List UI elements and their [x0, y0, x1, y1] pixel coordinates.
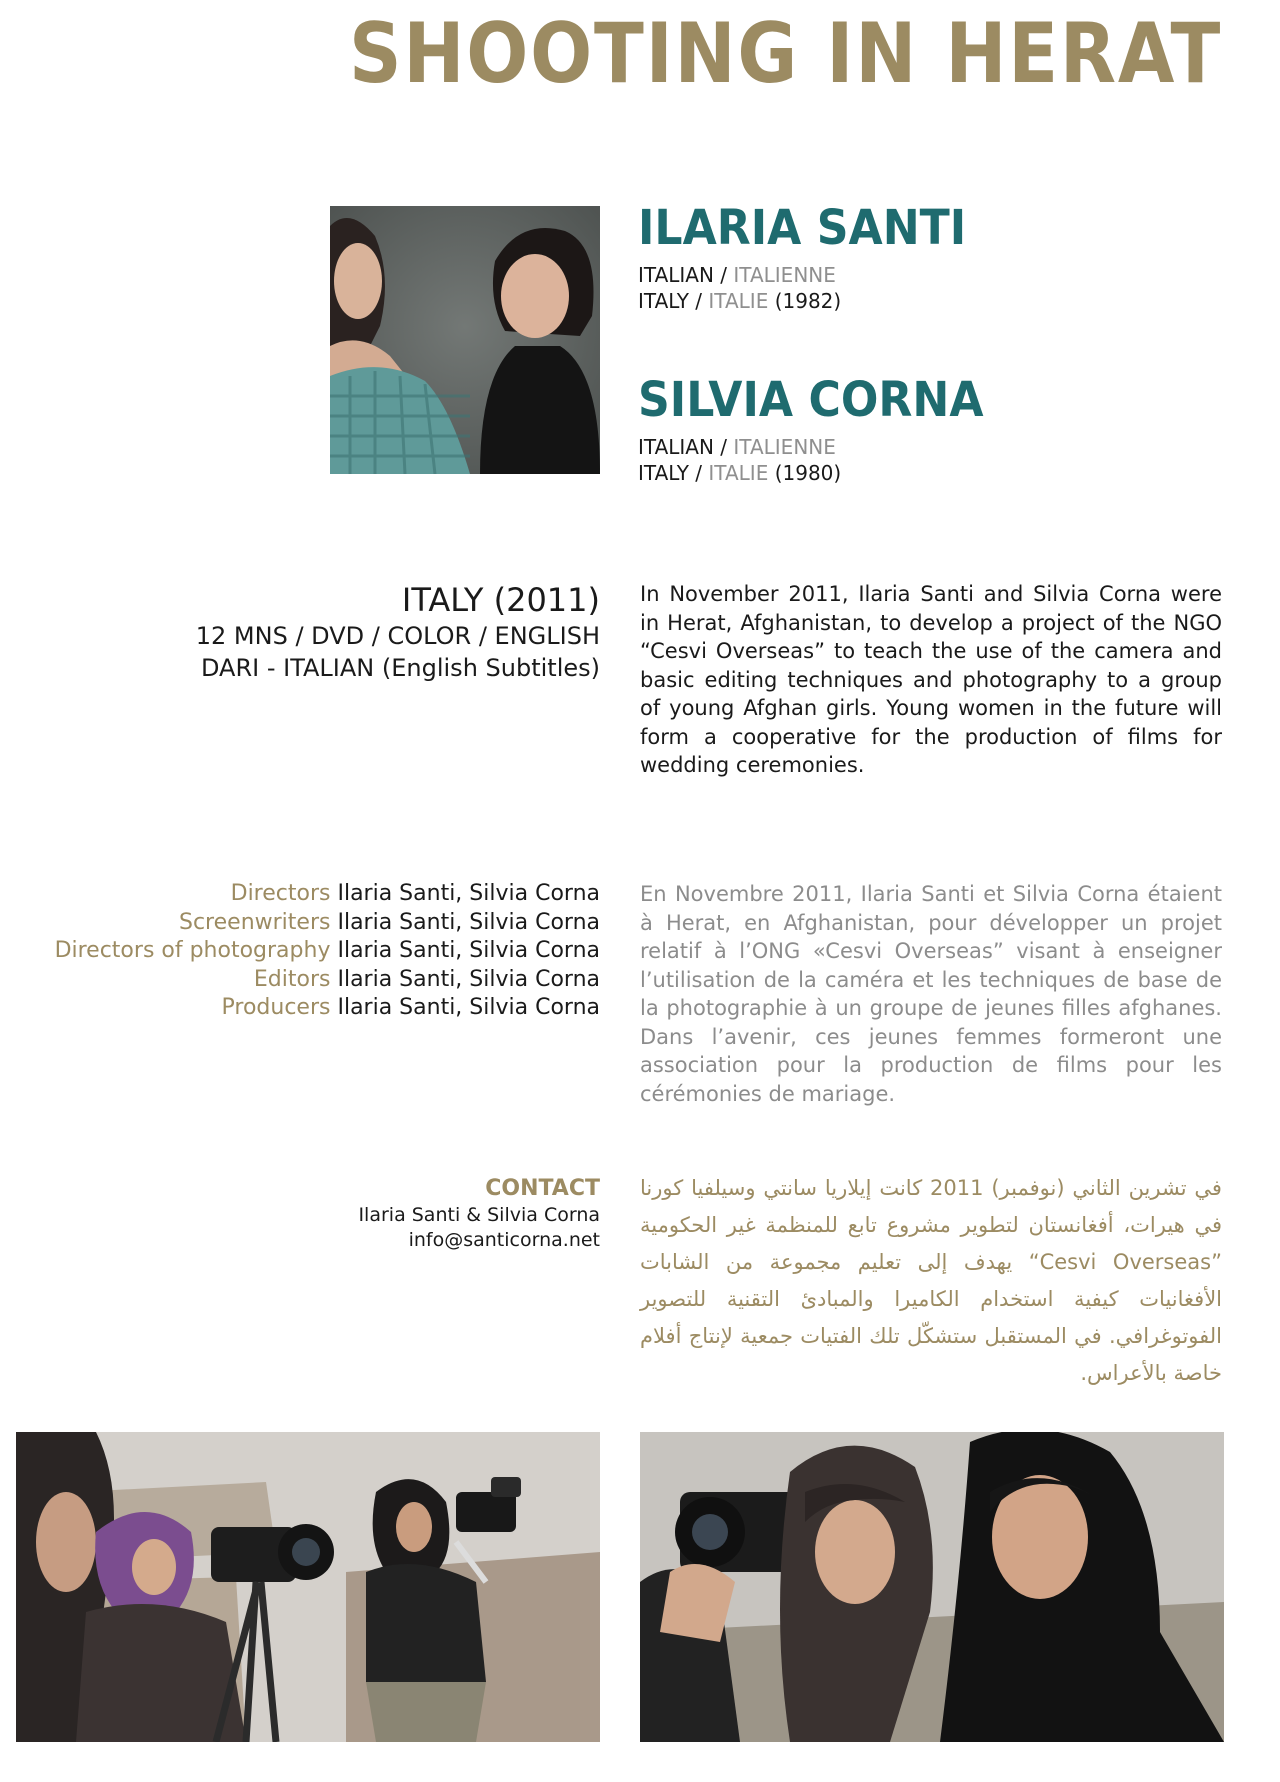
nationality-line [638, 262, 995, 288]
country-fr: ITALIE [708, 289, 769, 313]
person-ilaria-santi [638, 200, 995, 314]
directors-portrait-photo [330, 206, 600, 474]
rooftop-filming-photo [16, 1432, 600, 1742]
nationality-en: ITALIAN [638, 263, 714, 287]
credit-names: Ilaria Santi, Silvia Corna [337, 881, 600, 906]
separator: / [713, 263, 734, 287]
nationality-line [638, 434, 1014, 460]
credit-row [55, 937, 600, 966]
separator: / [688, 289, 709, 313]
film-country-year: ITALY (2011) [401, 581, 600, 619]
separator: / [713, 435, 734, 459]
country-line [638, 288, 995, 314]
person-name: SILVIA CORNA [638, 372, 984, 428]
credit-row [55, 909, 600, 938]
credit-row [55, 966, 600, 995]
credit-row [55, 994, 600, 1023]
page-title: SHOOTING IN HERAT [348, 5, 1222, 102]
country-en: ITALY [638, 461, 689, 485]
person-silvia-corna [638, 372, 1014, 486]
credit-names: Ilaria Santi, Silvia Corna [337, 909, 600, 935]
credit-role: Producers [221, 995, 331, 1020]
contact-names: Ilaria Santi & Silvia Corna [358, 1204, 600, 1226]
synopsis-english: In November 2011, Ilaria Santi and Silvia Corna were in Herat, Afghanistan, to develop a project of the NGO “Cesvi Overseas” to teach the use of the camera and basic editing techniques and photography to a group of young Afghan girls. Young women in the future will form a cooperative for the production of films for wedding ceremonies. [640, 582, 1222, 777]
contact-email-link[interactable]: info@santicorna.net [408, 1229, 600, 1251]
women-with-camera-photo [640, 1432, 1224, 1742]
birth-year: (1980) [774, 461, 842, 485]
country-fr: ITALIE [708, 461, 769, 485]
person-name: ILARIA SANTI [638, 200, 967, 256]
synopsis-french: En Novembre 2011, Ilaria Santi et Silvia Corna étaient à Herat, en Afghanistan, pour développer un projet relatif à l’ONG «Cesvi Overseas” visant à enseigner l’utilisation de la caméra et les techniques de base de la photographie à un groupe de jeunes filles afghanes. Dans l’avenir, ces jeunes femmes formeront une association pour la production de films pour les cérémonies de mariage. [640, 882, 1222, 1106]
nationality-en: ITALIAN [638, 435, 714, 459]
country-en: ITALY [638, 289, 689, 313]
credit-role: Editors [253, 966, 331, 992]
credit-names: Ilaria Santi, Silvia Corna [337, 966, 600, 992]
credit-role: Screenwriters [179, 909, 331, 935]
credit-row [55, 880, 600, 909]
country-line [638, 460, 1014, 486]
credit-names: Ilaria Santi, Silvia Corna [337, 995, 600, 1020]
birth-year: (1982) [774, 289, 842, 313]
credit-role: Directors [230, 881, 331, 906]
credits-list [55, 880, 600, 1023]
nationality-fr: ITALIENNE [733, 263, 836, 287]
separator: / [688, 461, 709, 485]
film-format-line: 12 MNS / DVD / COLOR / ENGLISH [195, 622, 600, 650]
synopsis-arabic: في تشرين الثاني (نوفمبر) 2011 كانت إيلاريا سانتي وسيلفيا كورنا في هيرات، أفغانستان لتطوير مشروع تابع للمنظمة غير الحكومية ”Cesvi Overseas“ يهدف إلى تعليم مجموعة من الشابات الأفغانيات كيفية استخدام الكاميرا والمبادئ التقنية للتصوير الفوتوغرافي. في المستقبل ستشكّل تلك الفتيات جمعية لإنتاج أفلام خاصة بالأعراس. [640, 1176, 1222, 1385]
nationality-fr: ITALIENNE [733, 435, 836, 459]
film-technical-info [196, 580, 600, 684]
contact-block [358, 1175, 600, 1253]
credit-role: Directors of photography [54, 938, 331, 963]
contact-title: CONTACT [485, 1176, 600, 1201]
film-language-line: DARI - ITALIAN (English Subtitles) [200, 654, 600, 682]
credit-names: Ilaria Santi, Silvia Corna [337, 938, 600, 963]
